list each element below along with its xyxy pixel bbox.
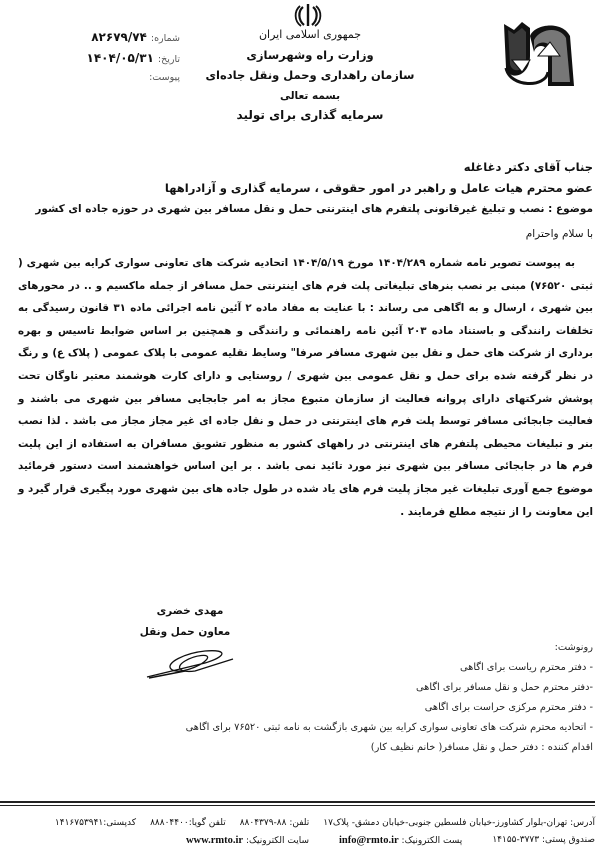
subject: موضوع : نصب و تبلیغ غیرقانونی پلتفرم های اینترنتی حمل و نقل مسافر بین شهری در حوزه جاده ای کشور — [35, 203, 593, 215]
cc-label: رونوشت: — [554, 642, 593, 653]
footer-email-label: پست الکترونیک: — [401, 836, 463, 846]
cc-item: -دفتر محترم حمل و نقل مسافر برای اگاهی — [416, 682, 593, 693]
footer-website-link[interactable]: www.rmto.ir — [185, 835, 244, 846]
signer-title: معاون حمل ونقل — [139, 626, 231, 638]
cc-item: - دفتر محترم مرکزی حراست برای اگاهی — [424, 702, 593, 713]
footer-postal-code: کدپستی:۱۴۱۶۷۵۳۹۴۱ — [54, 818, 137, 828]
signer-name: مهدی خضری — [156, 605, 224, 617]
footer-row-online — [5, 832, 595, 850]
footer-divider — [0, 801, 595, 803]
letter-number — [55, 30, 180, 44]
letter-attachment — [55, 72, 180, 83]
addressee-title: عضو محترم هیات عامل و راهبر در امور حقوقی ، سرمایه گذاری و آزادراهها — [164, 181, 593, 195]
footer-email-group — [339, 832, 462, 850]
footer-po-box: صندوق پستی: ۳۷۷۳-۱۴۱۵۵ — [492, 835, 595, 845]
iran-emblem-icon — [292, 2, 324, 28]
footer-phone: تلفن: ۸۸-۸۸۰۴۳۷۹ — [239, 818, 310, 828]
footer-row-contact — [5, 815, 595, 832]
letter-number-value: ۸۲۶۷۹/۷۴ — [91, 30, 147, 44]
bismillah: بسمه تعالی — [279, 90, 341, 102]
footer-website-group — [186, 832, 309, 850]
cc-list — [18, 638, 593, 758]
letter-number-label: شماره: — [150, 33, 180, 44]
footer — [5, 815, 595, 850]
footer-address: آدرس: تهران-بلوار کشاورز-خیابان فلسطین جنوبی-خیابان دمشق- پلاک۱۷ — [323, 818, 595, 828]
addressee: جناب آقای دکتر دغاغله — [463, 160, 593, 174]
ministry-name: وزارت راه وشهرسازی — [246, 48, 374, 62]
footer-divider — [0, 805, 595, 806]
rmto-logo-icon — [500, 16, 580, 90]
letter-date — [55, 51, 180, 65]
letter-date-value: ۱۴۰۴/۰۵/۳۱ — [86, 51, 154, 65]
footer-call-center: تلفن گویا:۸۸۸۰۴۴۰۰ — [150, 818, 226, 828]
greeting: با سلام واحترام — [525, 228, 593, 240]
footer-website-label: سایت الکترونیک: — [245, 836, 310, 846]
letter-body: به پیوست تصویر نامه شماره ۱۴۰۴/۲۸۹ مورخ ۱۴۰۴/۵/۱۹ اتحادیه شرکت های تعاونی سواری کرایه بین شهری ( ثبتی ۷۶۵۲۰) مبنی بر نصب بنرهای تبلیغاتی پلت فرم های اینترنتی حمل مسافر از جمله ماکسیم و .. در محورهای بین شهری ، ارسال و به اگاهی می رساند : با عنایت به مفاد ماده ۲ آئین نامه اجرائی ماده ۳۱ قانون رسیدگی به تخلفات رانندگی و باستناد ماده ۲۰۳ آئین نامه راهنمائی و رانندگی و همچنین بر اساس ضوابط تاسیس و بهره برداری از شرکت های حمل و نقل بین شهری مسافر صرفا" وسایط نقلیه عمومی با پلاک عمومی ( پلاک ع) و رنگ در نظر گرفته شده برای حمل و نقل عمومی بین شهری / روستایی و دارای کارت هوشمند معتبر ناوگان تحت پوشش شرکتهای دارای پروانه فعالیت از سازمان متبوع مجاز به امر جابجایی مسافر بین شهری می باشند و فعالیت جابجائی مسافر توسط پلت فرم های اینترنتی در حمل و نقل جاده ای غیر مجاز مجاز می باشد . لذا نصب بنر و تبلیغات محیطی پلتفرم های اینترنتی در راههای کشور به منظور تشویق مسافران به استفاده از این پلیت فرم ها در جابجائی مسافر بین شهری نیز مورد تائید نمی باشد . بر این اساس خواهشمند است دستور فرمائید موضوع جمع آوری تبلیغات غیر مجاز پلیت فرم های یاد شده در طول جاده های بین شهری مورد پیگیری قرار گیرد و این معاونت را از نتیجه مطلع فرمایند . — [18, 257, 593, 518]
organization-name: سازمان راهداری وحمل ونقل جاده‌ای — [205, 68, 415, 82]
country-name: جمهوری اسلامی ایران — [258, 28, 362, 41]
footer-email-link[interactable]: info@rmto.ir — [339, 835, 399, 846]
letter-date-label: تاریخ: — [157, 54, 180, 65]
letter-attachment-label: پیوست: — [149, 72, 180, 83]
cc-item: - اتحادیه محترم شرکت های تعاونی سواری کرایه بین شهری بازگشت به نامه ثبتی ۷۶۵۲۰ برای اگاهی — [185, 722, 593, 733]
action-by: اقدام کننده : دفتر حمل و نقل مسافر( خانم نظیف کار) — [370, 742, 593, 753]
cc-item: - دفتر محترم ریاست برای اگاهی — [459, 662, 593, 673]
year-slogan: سرمایه گذاری برای تولید — [236, 108, 384, 122]
